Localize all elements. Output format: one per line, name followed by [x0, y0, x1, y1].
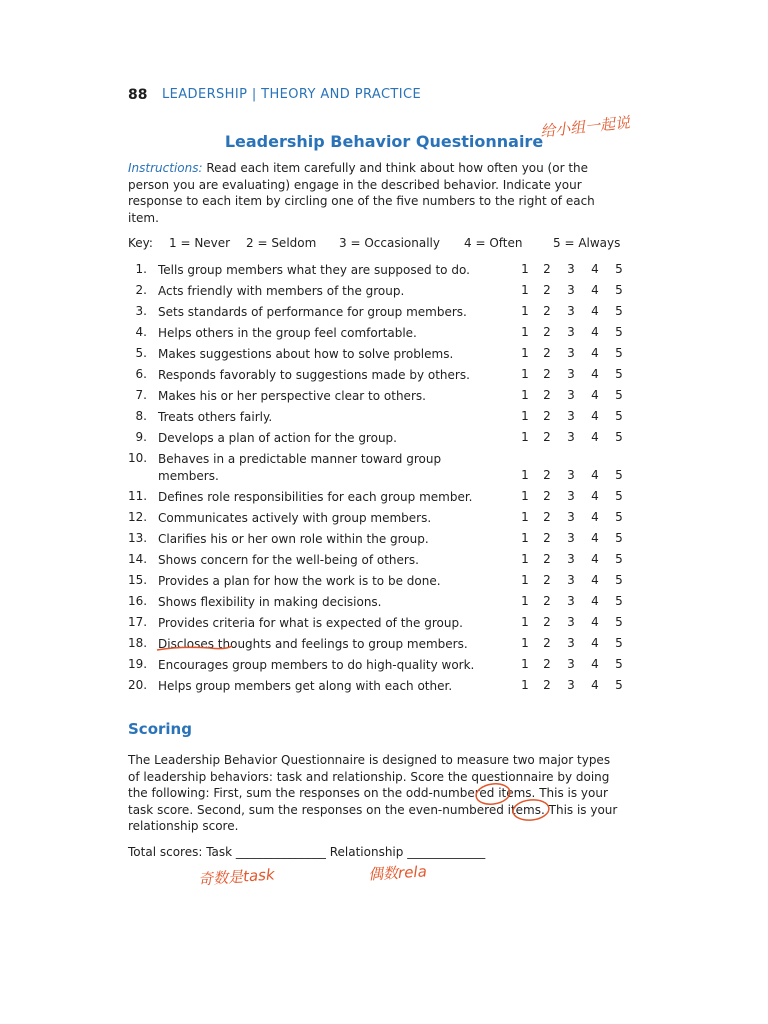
rating-option-5[interactable]: 5: [615, 657, 623, 671]
item-text: Encourages group members to do high-quality work.: [158, 658, 475, 672]
rating-option-5[interactable]: 5: [615, 283, 623, 297]
rating-option-1[interactable]: 1: [521, 367, 529, 381]
rating-option-5[interactable]: 5: [615, 409, 623, 423]
rating-option-1[interactable]: 1: [521, 552, 529, 566]
item-text: Develops a plan of action for the group.: [158, 431, 397, 445]
questionnaire-item: [128, 552, 622, 570]
rating-option-1[interactable]: 1: [521, 262, 529, 276]
questionnaire-item: [128, 678, 622, 696]
rating-option-2[interactable]: 2: [543, 325, 551, 339]
handwritten-note-rela: 偶数rela: [367, 862, 428, 884]
rating-option-2[interactable]: 2: [543, 594, 551, 608]
rating-option-1[interactable]: 1: [521, 283, 529, 297]
questionnaire-item: [128, 367, 622, 385]
instructions-label: Instructions:: [128, 161, 203, 175]
rating-option-2[interactable]: 2: [543, 615, 551, 629]
handwritten-note-top: 给小组一起说: [539, 113, 631, 141]
rating-option-4[interactable]: 4: [591, 615, 599, 629]
item-text: Behaves in a predictable manner toward group members.: [158, 452, 442, 483]
rating-option-5[interactable]: 5: [615, 678, 623, 692]
rating-option-2[interactable]: 2: [543, 262, 551, 276]
questionnaire-item: [128, 510, 622, 528]
rating-option-3[interactable]: 3: [567, 510, 575, 524]
item-number: 12.: [128, 510, 148, 524]
rating-option-2[interactable]: 2: [543, 510, 551, 524]
item-number: 1.: [135, 262, 147, 276]
questionnaire-item: [128, 388, 622, 406]
total-scores: Total scores: Task _______________ Relationship _____________: [128, 845, 486, 859]
item-number: 13.: [128, 531, 148, 545]
rating-option-2[interactable]: 2: [543, 283, 551, 297]
rating-option-3[interactable]: 3: [567, 388, 575, 402]
rating-option-1[interactable]: 1: [521, 678, 529, 692]
rating-option-2[interactable]: 2: [543, 636, 551, 650]
rating-option-4[interactable]: 4: [591, 283, 599, 297]
item-text: Sets standards of performance for group members.: [158, 305, 467, 319]
item-number: 8.: [135, 409, 147, 423]
questionnaire-item: [128, 657, 622, 675]
rating-option-5[interactable]: 5: [615, 388, 623, 402]
rating-option-3[interactable]: 3: [567, 678, 575, 692]
rating-option-3[interactable]: 3: [567, 367, 575, 381]
rating-option-4[interactable]: 4: [591, 489, 599, 503]
item-text: Helps others in the group feel comfortable.: [158, 326, 417, 340]
rating-option-3[interactable]: 3: [567, 594, 575, 608]
rating-option-4[interactable]: 4: [591, 657, 599, 671]
rating-option-3[interactable]: 3: [567, 489, 575, 503]
questionnaire-item: [128, 325, 622, 343]
instructions: [128, 160, 622, 226]
running-title: LEADERSHIP | THEORY AND PRACTICE: [162, 87, 422, 102]
item-number: 20.: [128, 678, 148, 692]
item-text: Treats others fairly.: [158, 410, 273, 424]
questionnaire-item: [128, 615, 622, 633]
rating-option-4[interactable]: 4: [591, 430, 599, 444]
rating-option-1[interactable]: 1: [521, 430, 529, 444]
rating-option-3[interactable]: 3: [567, 430, 575, 444]
rating-option-3[interactable]: 3: [567, 657, 575, 671]
item-text: Discloses thoughts and feelings to group members.: [158, 637, 468, 651]
rating-option-3[interactable]: 3: [567, 531, 575, 545]
rating-option-1[interactable]: 1: [521, 304, 529, 318]
questionnaire-item: [128, 573, 622, 591]
item-number: 4.: [135, 325, 147, 339]
item-text: Makes his or her perspective clear to others.: [158, 389, 426, 403]
rating-option-5[interactable]: 5: [615, 325, 623, 339]
rating-option-5[interactable]: 5: [615, 615, 623, 629]
rating-option-5[interactable]: 5: [615, 467, 623, 482]
item-text: Shows flexibility in making decisions.: [158, 595, 382, 609]
rating-option-3[interactable]: 3: [567, 346, 575, 360]
key-seldom: 2 = Seldom: [246, 236, 317, 250]
key-occasionally: 3 = Occasionally: [339, 236, 440, 250]
rating-option-3[interactable]: 3: [567, 325, 575, 339]
key-always: 5 = Always: [553, 236, 621, 250]
questionnaire-item: [128, 304, 622, 322]
rating-option-5[interactable]: 5: [615, 346, 623, 360]
key-often: 4 = Often: [464, 236, 523, 250]
rating-option-2[interactable]: 2: [543, 409, 551, 423]
rating-option-1[interactable]: 1: [521, 325, 529, 339]
rating-option-4[interactable]: 4: [591, 367, 599, 381]
item-number: 16.: [128, 594, 148, 608]
rating-option-3[interactable]: 3: [567, 636, 575, 650]
rating-option-4[interactable]: 4: [591, 510, 599, 524]
rating-option-3[interactable]: 3: [567, 552, 575, 566]
item-number: 18.: [128, 636, 148, 650]
rating-option-4[interactable]: 4: [591, 304, 599, 318]
scoring-text: The Leadership Behavior Questionnaire is designed to measure two major types of leadership behaviors: task and relationship. Score the questionnaire by doing the following: First, sum the responses on the odd-numbered items. This is your task score. Second, sum the responses on the even-numbered items. This is your relationship score.: [128, 753, 618, 833]
item-number: 11.: [128, 489, 148, 503]
item-text: Responds favorably to suggestions made by others.: [158, 368, 470, 382]
page-title: Leadership Behavior Questionnaire: [224, 132, 544, 151]
item-text: Defines role responsibilities for each group member.: [158, 490, 473, 504]
rating-option-4[interactable]: 4: [591, 262, 599, 276]
item-number: 10.: [128, 451, 148, 465]
rating-option-1[interactable]: 1: [521, 510, 529, 524]
rating-option-3[interactable]: 3: [567, 262, 575, 276]
questionnaire-item: [128, 636, 622, 654]
rating-option-1[interactable]: 1: [521, 489, 529, 503]
rating-option-2[interactable]: 2: [543, 531, 551, 545]
questionnaire-item: [128, 283, 622, 301]
rating-option-2[interactable]: 2: [543, 346, 551, 360]
rating-option-4[interactable]: 4: [591, 573, 599, 587]
rating-option-2[interactable]: 2: [543, 367, 551, 381]
rating-option-2[interactable]: 2: [543, 678, 551, 692]
rating-option-1[interactable]: 1: [521, 467, 529, 482]
rating-option-3[interactable]: 3: [567, 409, 575, 423]
rating-option-4[interactable]: 4: [591, 346, 599, 360]
questionnaire-item: [128, 430, 622, 448]
rating-option-2[interactable]: 2: [543, 430, 551, 444]
item-text: Provides a plan for how the work is to be done.: [158, 574, 441, 588]
questionnaire-item: [128, 489, 622, 507]
item-number: 5.: [135, 346, 147, 360]
questionnaire-item: [128, 531, 622, 549]
rating-option-2[interactable]: 2: [543, 489, 551, 503]
rating-option-1[interactable]: 1: [521, 388, 529, 402]
rating-option-2[interactable]: 2: [543, 388, 551, 402]
item-text: Clarifies his or her own role within the group.: [158, 532, 429, 546]
item-number: 15.: [128, 573, 148, 587]
rating-option-4[interactable]: 4: [591, 531, 599, 545]
rating-option-3[interactable]: 3: [567, 283, 575, 297]
rating-option-4[interactable]: 4: [591, 409, 599, 423]
item-text: Shows concern for the well-being of others.: [158, 553, 419, 567]
item-text: Acts friendly with members of the group.: [158, 284, 405, 298]
key-label: Key:: [128, 236, 153, 250]
rating-option-4[interactable]: 4: [591, 594, 599, 608]
rating-option-2[interactable]: 2: [543, 573, 551, 587]
item-number: 7.: [135, 388, 147, 402]
rating-option-3[interactable]: 3: [567, 467, 575, 482]
questionnaire-item: [128, 409, 622, 427]
rating-option-2[interactable]: 2: [543, 304, 551, 318]
rating-option-4[interactable]: 4: [591, 467, 599, 482]
rating-option-1[interactable]: 1: [521, 615, 529, 629]
rating-option-5[interactable]: 5: [615, 367, 623, 381]
rating-option-1[interactable]: 1: [521, 594, 529, 608]
item-number: 9.: [135, 430, 147, 444]
rating-option-1[interactable]: 1: [521, 657, 529, 671]
rating-option-5[interactable]: 5: [615, 636, 623, 650]
key-never: 1 = Never: [169, 236, 231, 250]
rating-option-5[interactable]: 5: [615, 510, 623, 524]
item-number: 17.: [128, 615, 148, 629]
rating-option-5[interactable]: 5: [615, 304, 623, 318]
rating-option-4[interactable]: 4: [591, 325, 599, 339]
rating-option-4[interactable]: 4: [591, 552, 599, 566]
questionnaire-item: [128, 594, 622, 612]
rating-option-3[interactable]: 3: [567, 573, 575, 587]
rating-option-1[interactable]: 1: [521, 573, 529, 587]
rating-option-5[interactable]: 5: [615, 262, 623, 276]
rating-option-2[interactable]: 2: [543, 552, 551, 566]
rating-option-3[interactable]: 3: [567, 615, 575, 629]
item-number: 2.: [135, 283, 147, 297]
rating-option-2[interactable]: 2: [543, 657, 551, 671]
questionnaire-item: [128, 346, 622, 364]
rating-option-1[interactable]: 1: [521, 409, 529, 423]
rating-option-4[interactable]: 4: [591, 388, 599, 402]
page-number: 88: [128, 87, 148, 103]
rating-option-1[interactable]: 1: [521, 346, 529, 360]
instructions-text: Read each item carefully and think about how often you (or the person you are evaluating) engage in the described behavior. Indicate your response to each item by circling one of the five numbers to the right of each item.: [128, 161, 595, 225]
rating-option-5[interactable]: 5: [615, 430, 623, 444]
item-number: 14.: [128, 552, 148, 566]
rating-option-3[interactable]: 3: [567, 304, 575, 318]
rating-option-4[interactable]: 4: [591, 636, 599, 650]
questionnaire-item: [128, 451, 622, 487]
item-text: Tells group members what they are supposed to do.: [158, 263, 470, 277]
questionnaire-item: [128, 262, 622, 280]
rating-option-5[interactable]: 5: [615, 489, 623, 503]
item-number: 3.: [135, 304, 147, 318]
rating-option-5[interactable]: 5: [615, 531, 623, 545]
item-number: 19.: [128, 657, 148, 671]
rating-option-5[interactable]: 5: [615, 573, 623, 587]
item-text: Communicates actively with group members.: [158, 511, 432, 525]
item-text: Provides criteria for what is expected of the group.: [158, 616, 463, 630]
rating-option-1[interactable]: 1: [521, 636, 529, 650]
item-number: 6.: [135, 367, 147, 381]
rating-option-5[interactable]: 5: [615, 594, 623, 608]
rating-option-1[interactable]: 1: [521, 531, 529, 545]
handwritten-note-task: 奇数是task: [197, 865, 276, 889]
item-text: Makes suggestions about how to solve problems.: [158, 347, 454, 361]
item-text: Helps group members get along with each other.: [158, 679, 453, 693]
scoring-heading: Scoring: [128, 720, 192, 738]
rating-option-2[interactable]: 2: [543, 467, 551, 482]
rating-option-4[interactable]: 4: [591, 678, 599, 692]
rating-option-5[interactable]: 5: [615, 552, 623, 566]
